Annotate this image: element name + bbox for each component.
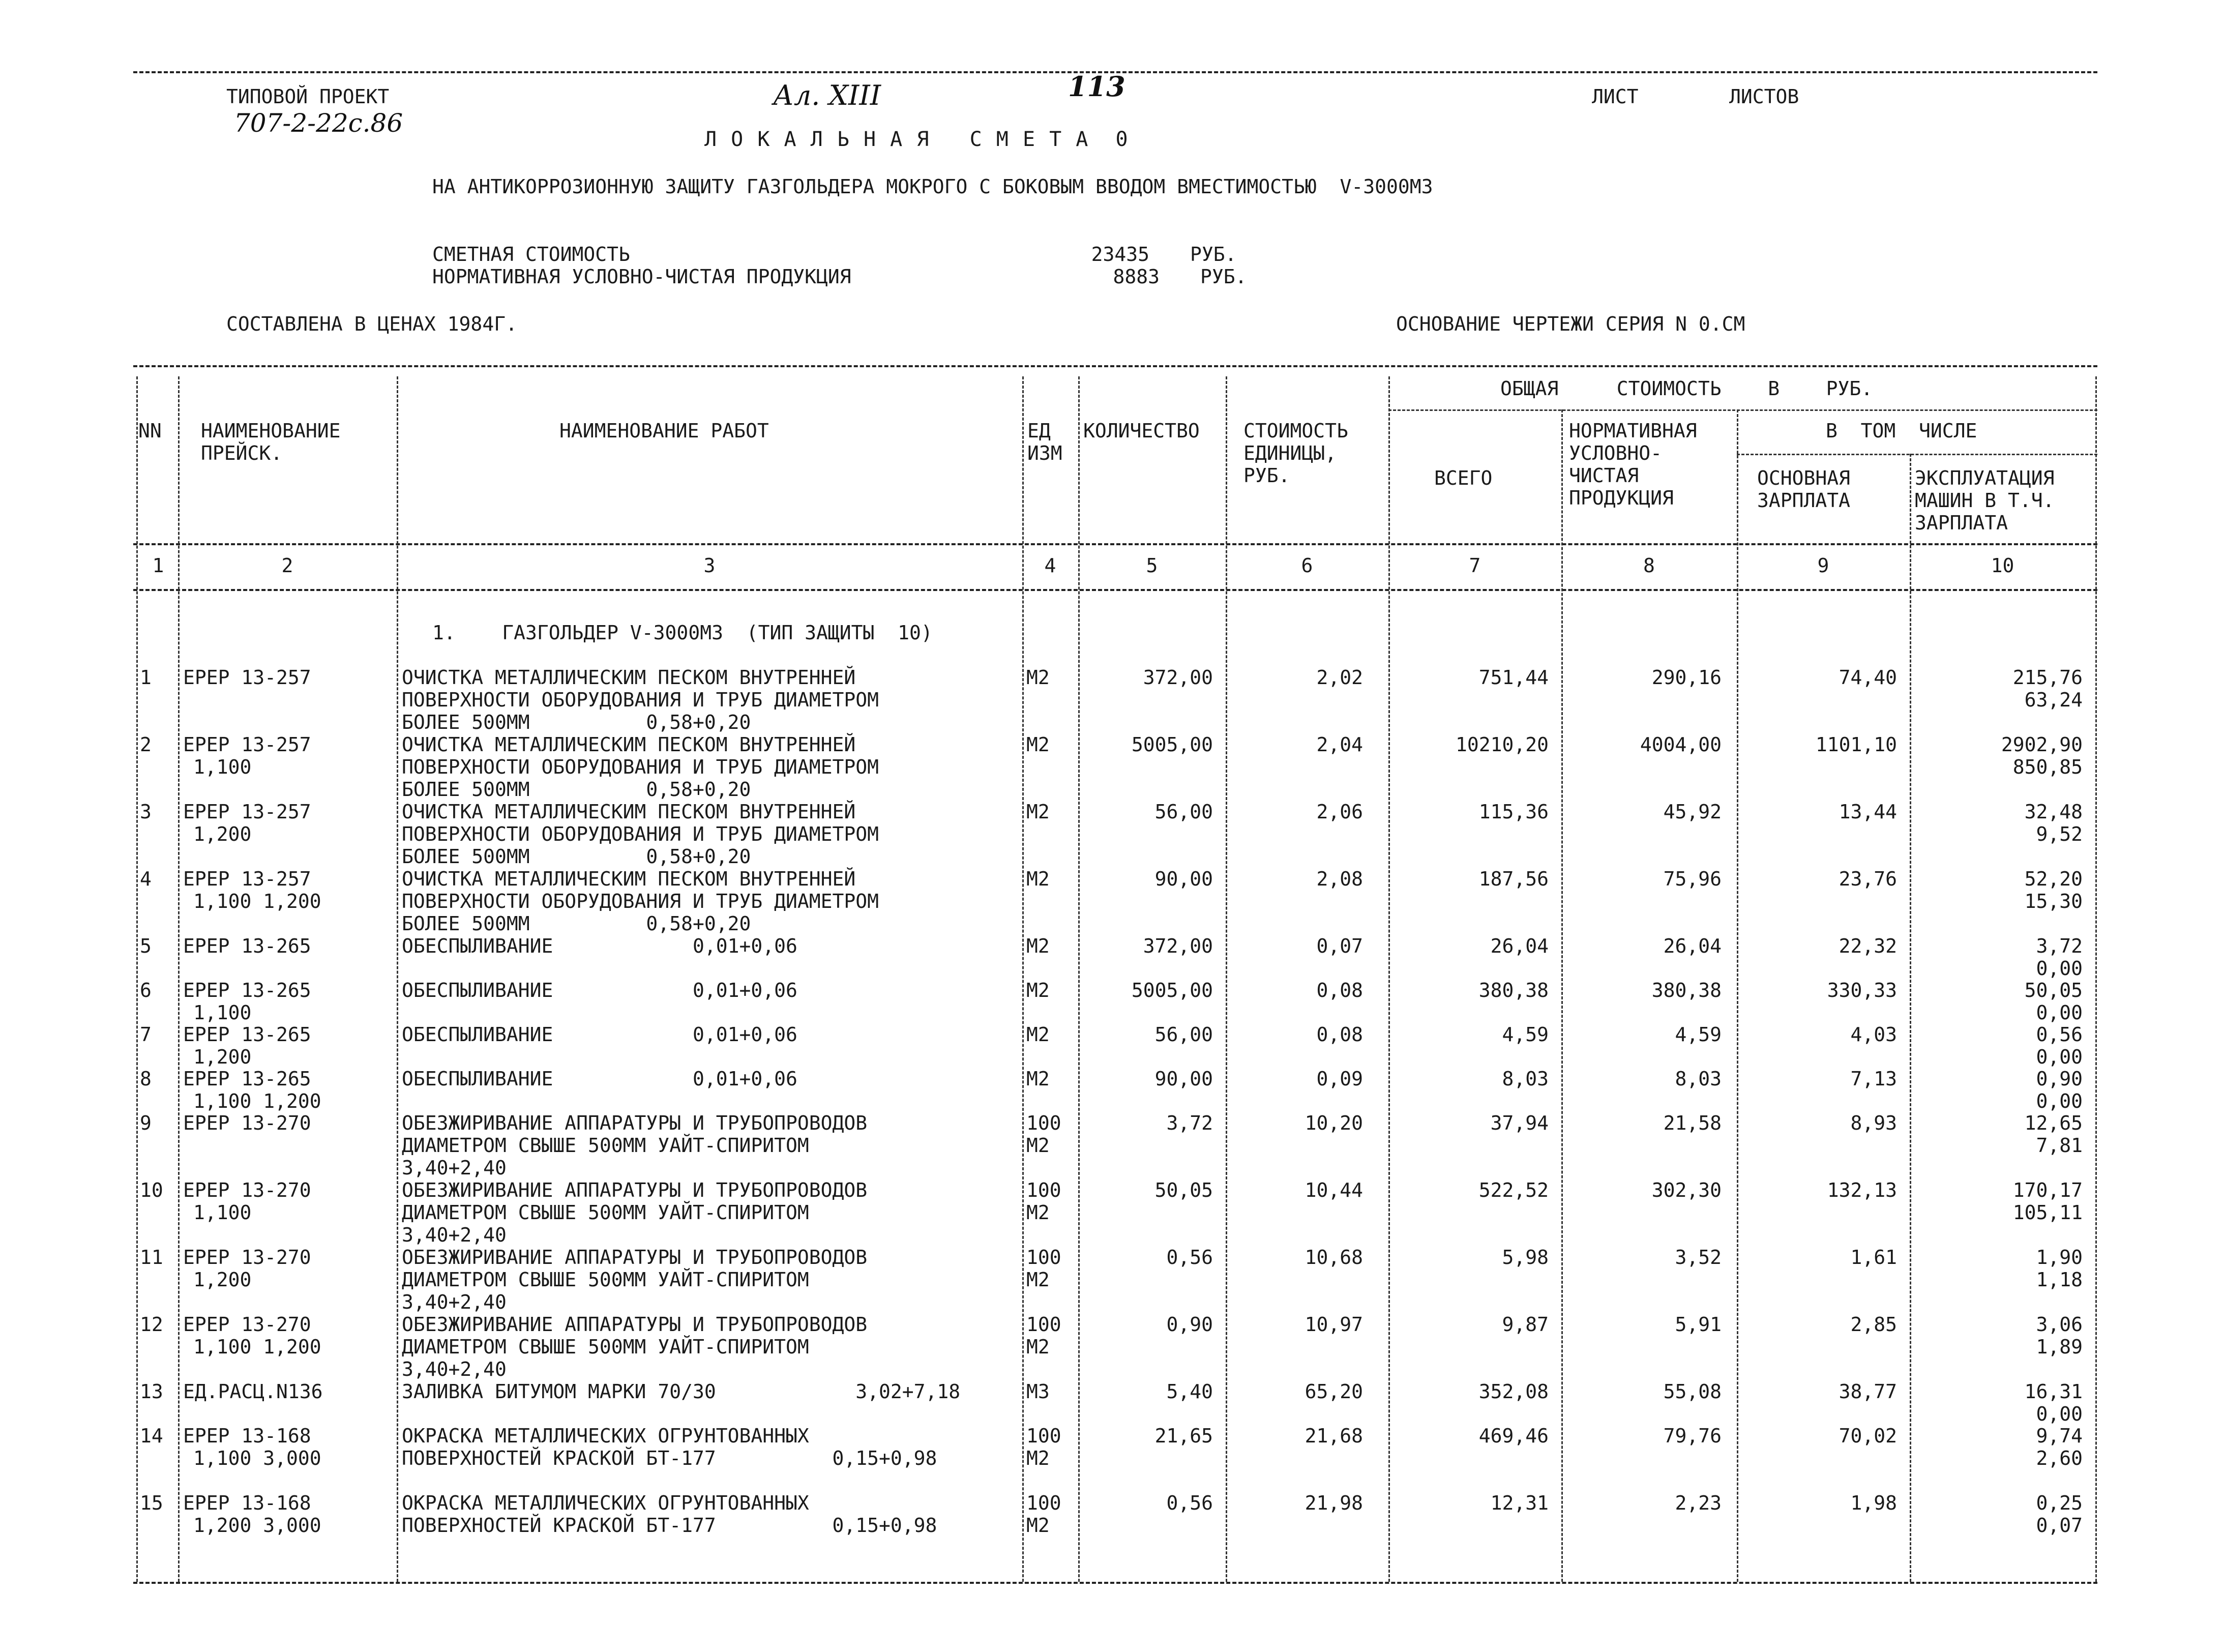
cell-work: ОБЕЗЖИРИВАНИЕ АППАРАТУРЫ И ТРУБОПРОВОДОВ ДИАМЕТРОМ СВЫШЕ 500ММ УАЙТ-СПИРИТОМ 3,40+2,40 (402, 1313, 868, 1380)
cell-price: ЕРЕР 13-257 (183, 733, 311, 756)
cell-qty: 3,72 (1166, 1112, 1213, 1134)
cell-cost: 0,07 (1316, 935, 1363, 957)
cell-cost: 0,08 (1316, 979, 1363, 1001)
cell-qty: 56,00 (1154, 1023, 1213, 1046)
cell-total: 12,31 (1490, 1492, 1549, 1514)
table-bottom-rule (133, 1582, 2097, 1584)
cell-salary: 8,93 (1850, 1112, 1897, 1134)
cell-unit: 100 М2 (1026, 1179, 1061, 1224)
cell-mach2: 9,52 (2036, 823, 2083, 845)
cell-work: ОБЕСПЫЛИВАНИЕ 0,01+0,06 (402, 1023, 797, 1046)
cell-norm: 8,03 (1675, 1068, 1722, 1090)
cell-price: ЕРЕР 13-270 (183, 1313, 311, 1336)
cell-norm: 4004,00 (1640, 733, 1722, 756)
cell-norm: 302,30 (1651, 1179, 1722, 1201)
cell-cost: 0,08 (1316, 1023, 1363, 1046)
cell-price: ЕРЕР 13-168 (183, 1492, 311, 1514)
album-mark: Ал. XIII (773, 79, 881, 111)
cell-mach: 170,17 (2012, 1179, 2083, 1201)
cell-price2: 1,200 (193, 1268, 252, 1291)
cell-mach: 16,31 (2024, 1380, 2083, 1403)
cell-cost: 10,68 (1305, 1246, 1363, 1268)
cell-mach2: 0,00 (2036, 957, 2083, 980)
cell-work: ОБЕЗЖИРИВАНИЕ АППАРАТУРЫ И ТРУБОПРОВОДОВ ДИАМЕТРОМ СВЫШЕ 500ММ УАЙТ-СПИРИТОМ 3,40+2,40 (402, 1179, 868, 1246)
cell-total: 187,56 (1478, 868, 1549, 890)
cell-mach: 0,25 (2036, 1492, 2083, 1514)
cell-price: ЕРЕР 13-265 (183, 1068, 311, 1090)
cell-norm: 290,16 (1651, 666, 1722, 689)
cell-n: 5 (140, 935, 152, 957)
cell-mach2: 0,00 (2036, 1001, 2083, 1024)
header-incl: В ТОМ ЧИСЛЕ (1826, 420, 1977, 442)
cell-qty: 50,05 (1154, 1179, 1213, 1201)
cell-n: 14 (140, 1425, 163, 1447)
table-row (0, 1425, 2223, 1492)
cell-norm: 75,96 (1663, 868, 1722, 890)
cell-mach: 9,74 (2036, 1425, 2083, 1447)
cell-salary: 74,40 (1839, 666, 1897, 689)
normative-product-label: НОРМАТИВНАЯ УСЛОВНО-ЧИСТАЯ ПРОДУКЦИЯ (432, 266, 851, 288)
cell-n: 12 (140, 1313, 163, 1336)
cell-work: ОБЕСПЫЛИВАНИЕ 0,01+0,06 (402, 1068, 797, 1090)
cell-cost: 2,06 (1316, 801, 1363, 823)
cell-norm: 4,59 (1675, 1023, 1722, 1046)
cell-total: 380,38 (1478, 979, 1549, 1001)
cell-price: ЕРЕР 13-265 (183, 935, 311, 957)
estimated-cost-value: 23435 (1091, 243, 1149, 266)
cell-n: 2 (140, 733, 152, 756)
cell-norm: 55,08 (1663, 1380, 1722, 1403)
cell-work: ЗАЛИВКА БИТУМОМ МАРКИ 70/30 3,02+7,18 (402, 1380, 961, 1403)
table-row (0, 1112, 2223, 1179)
cell-unit: М3 (1026, 1380, 1050, 1403)
cell-cost: 65,20 (1305, 1380, 1363, 1403)
cell-salary: 13,44 (1839, 801, 1897, 823)
cell-total: 352,08 (1478, 1380, 1549, 1403)
cell-unit: М2 (1026, 979, 1050, 1001)
cell-mach: 0,56 (2036, 1023, 2083, 1046)
cell-n: 11 (140, 1246, 163, 1268)
cell-n: 13 (140, 1380, 163, 1403)
cell-total: 8,03 (1502, 1068, 1549, 1090)
cell-work: ОБЕЗЖИРИВАНИЕ АППАРАТУРЫ И ТРУБОПРОВОДОВ ДИАМЕТРОМ СВЫШЕ 500ММ УАЙТ-СПИРИТОМ 3,40+2,40 (402, 1112, 868, 1179)
cell-unit: 100 М2 (1026, 1112, 1061, 1157)
basis-note: ОСНОВАНИЕ ЧЕРТЕЖИ СЕРИЯ N 0.СМ (1396, 313, 1745, 335)
cell-n: 4 (140, 868, 152, 890)
header-total-group: ОБЩАЯ СТОИМОСТЬ В РУБ. (1500, 377, 1873, 400)
colnum-4: 4 (1044, 554, 1056, 577)
colnum-9: 9 (1817, 554, 1829, 577)
cell-cost: 10,97 (1305, 1313, 1363, 1336)
cell-price2: 1,100 1,200 (193, 1336, 321, 1358)
header-work-name: НАИМЕНОВАНИЕ РАБОТ (559, 420, 769, 442)
cell-norm: 21,58 (1663, 1112, 1722, 1134)
cell-work: ОЧИСТКА МЕТАЛЛИЧЕСКИМ ПЕСКОМ ВНУТРЕННЕЙ ПОВЕРХНОСТИ ОБОРУДОВАНИЯ И ТРУБ ДИАМЕТРОМ БОЛЕЕ 500ММ 0,58+0,20 (402, 733, 879, 801)
cell-unit: М2 (1026, 733, 1050, 756)
cell-price: ЕРЕР 13-270 (183, 1179, 311, 1201)
cell-cost: 10,20 (1305, 1112, 1363, 1134)
table-row (0, 1179, 2223, 1246)
cell-qty: 372,00 (1143, 935, 1213, 957)
cell-total: 469,46 (1478, 1425, 1549, 1447)
cell-unit: М2 (1026, 935, 1050, 957)
cell-mach2: 0,00 (2036, 1090, 2083, 1112)
cell-mach: 52,20 (2024, 868, 2083, 890)
cell-qty: 372,00 (1143, 666, 1213, 689)
cell-unit: 100 М2 (1026, 1313, 1061, 1358)
cell-total: 26,04 (1490, 935, 1549, 957)
cell-mach2: 0,00 (2036, 1403, 2083, 1425)
cell-mach2: 15,30 (2024, 890, 2083, 912)
estimated-cost-unit: РУБ. (1190, 243, 1237, 266)
cell-norm: 2,23 (1675, 1492, 1722, 1514)
cell-work: ОКРАСКА МЕТАЛЛИЧЕСКИХ ОГРУНТОВАННЫХ ПОВЕРХНОСТЕЙ КРАСКОЙ БТ-177 0,15+0,98 (402, 1492, 937, 1537)
cell-salary: 23,76 (1839, 868, 1897, 890)
cell-price: ЕРЕР 13-168 (183, 1425, 311, 1447)
cell-work: ОБЕСПЫЛИВАНИЕ 0,01+0,06 (402, 935, 797, 957)
cell-mach2: 850,85 (2012, 756, 2083, 778)
cell-salary: 38,77 (1839, 1380, 1897, 1403)
cell-price: ЕРЕР 13-265 (183, 979, 311, 1001)
cell-mach2: 0,00 (2036, 1046, 2083, 1068)
cell-qty: 90,00 (1154, 1068, 1213, 1090)
cell-mach: 3,06 (2036, 1313, 2083, 1336)
header-machines: ЭКСПЛУАТАЦИЯ МАШИН В Т.Ч. ЗАРПЛАТА (1915, 467, 2055, 534)
cell-total: 9,87 (1502, 1313, 1549, 1336)
cell-mach: 32,48 (2024, 801, 2083, 823)
cell-qty: 5005,00 (1131, 979, 1213, 1001)
cell-n: 9 (140, 1112, 152, 1134)
normative-product-value: 8883 (1113, 266, 1160, 288)
cell-unit: М2 (1026, 801, 1050, 823)
cell-unit: 100 М2 (1026, 1492, 1061, 1537)
cell-n: 1 (140, 666, 152, 689)
cell-total: 5,98 (1502, 1246, 1549, 1268)
cell-qty: 0,90 (1166, 1313, 1213, 1336)
cell-price2: 1,200 3,000 (193, 1514, 321, 1537)
cell-price2: 1,200 (193, 1046, 252, 1068)
sheet-label: ЛИСТ (1592, 85, 1639, 108)
header-unit: ЕД ИЗМ (1027, 420, 1062, 464)
cell-salary: 1,98 (1850, 1492, 1897, 1514)
cell-price: ЕРЕР 13-257 (183, 666, 311, 689)
cell-salary: 132,13 (1827, 1179, 1897, 1201)
cell-cost: 0,09 (1316, 1068, 1363, 1090)
cell-mach: 50,05 (2024, 979, 2083, 1001)
cell-mach: 2902,90 (2001, 733, 2083, 756)
cell-norm: 79,76 (1663, 1425, 1722, 1447)
cell-total: 4,59 (1502, 1023, 1549, 1046)
cell-n: 10 (140, 1179, 163, 1201)
cell-salary: 1,61 (1850, 1246, 1897, 1268)
header-bottom-rule (133, 543, 2097, 545)
cell-price: ЕРЕР 13-257 (183, 801, 311, 823)
cell-cost: 10,44 (1305, 1179, 1363, 1201)
cell-cost: 21,98 (1305, 1492, 1363, 1514)
colnum-7: 7 (1469, 554, 1481, 577)
cell-salary: 1101,10 (1815, 733, 1897, 756)
cell-qty: 0,56 (1166, 1492, 1213, 1514)
header-base-salary: ОСНОВНАЯ ЗАРПЛАТА (1757, 467, 1851, 512)
table-row (0, 666, 2223, 733)
estimated-cost-label: СМЕТНАЯ СТОИМОСТЬ (432, 243, 630, 266)
cell-mach2: 105,11 (2012, 1201, 2083, 1224)
table-row (0, 733, 2223, 801)
table-row (0, 1492, 2223, 1559)
cell-price2: 1,100 3,000 (193, 1447, 321, 1469)
cell-work: ОЧИСТКА МЕТАЛЛИЧЕСКИМ ПЕСКОМ ВНУТРЕННЕЙ ПОВЕРХНОСТИ ОБОРУДОВАНИЯ И ТРУБ ДИАМЕТРОМ БОЛЕЕ 500ММ 0,58+0,20 (402, 801, 879, 868)
cell-price2: 1,100 1,200 (193, 890, 321, 912)
table-row (0, 868, 2223, 935)
cell-salary: 7,13 (1850, 1068, 1897, 1090)
table-row (0, 801, 2223, 868)
cell-mach: 0,90 (2036, 1068, 2083, 1090)
cell-price: ЕРЕР 13-265 (183, 1023, 311, 1046)
cell-qty: 56,00 (1154, 801, 1213, 823)
cell-salary: 70,02 (1839, 1425, 1897, 1447)
cell-cost: 21,68 (1305, 1425, 1363, 1447)
header-quantity: КОЛИЧЕСТВО (1083, 420, 1200, 442)
cell-total: 751,44 (1478, 666, 1549, 689)
incl-group-rule (1737, 454, 2097, 455)
cell-price: ЕРЕР 13-257 (183, 868, 311, 890)
header-price-name: НАИМЕНОВАНИЕ ПРЕЙСК. (201, 420, 341, 464)
cell-norm: 380,38 (1651, 979, 1722, 1001)
cell-mach: 215,76 (2012, 666, 2083, 689)
cell-price2: 1,100 (193, 756, 252, 778)
project-label: ТИПОВОЙ ПРОЕКТ (226, 85, 390, 108)
cell-n: 3 (140, 801, 152, 823)
cell-unit: М2 (1026, 868, 1050, 890)
colnum-8: 8 (1643, 554, 1655, 577)
cell-mach2: 2,60 (2036, 1447, 2083, 1469)
prices-note: СОСТАВЛЕНА В ЦЕНАХ 1984Г. (226, 313, 517, 335)
cell-unit: 100 М2 (1026, 1425, 1061, 1469)
cell-total: 115,36 (1478, 801, 1549, 823)
cell-work: ОБЕЗЖИРИВАНИЕ АППАРАТУРЫ И ТРУБОПРОВОДОВ ДИАМЕТРОМ СВЫШЕ 500ММ УАЙТ-СПИРИТОМ 3,40+2,40 (402, 1246, 868, 1313)
column-number-rule (133, 589, 2097, 591)
header-unit-cost: СТОИМОСТЬ ЕДИНИЦЫ, РУБ. (1243, 420, 1348, 487)
colnum-10: 10 (1991, 554, 2014, 577)
cell-salary: 4,03 (1850, 1023, 1897, 1046)
section-title: 1. ГАЗГОЛЬДЕР V-3000М3 (ТИП ЗАЩИТЫ 10) (432, 622, 933, 644)
cell-mach2: 7,81 (2036, 1134, 2083, 1157)
cell-unit: М2 (1026, 666, 1050, 689)
cell-total: 37,94 (1490, 1112, 1549, 1134)
cell-mach2: 63,24 (2024, 689, 2083, 711)
cell-norm: 26,04 (1663, 935, 1722, 957)
cell-cost: 2,08 (1316, 868, 1363, 890)
cell-work: ОКРАСКА МЕТАЛЛИЧЕСКИХ ОГРУНТОВАННЫХ ПОВЕРХНОСТЕЙ КРАСКОЙ БТ-177 0,15+0,98 (402, 1425, 937, 1469)
colnum-3: 3 (703, 554, 716, 577)
page-number: 113 (1068, 70, 1125, 103)
cell-n: 7 (140, 1023, 152, 1046)
cell-price: ЕРЕР 13-270 (183, 1112, 311, 1134)
cell-price2: 1,100 (193, 1001, 252, 1024)
table-row (0, 1313, 2223, 1380)
cell-mach2: 1,89 (2036, 1336, 2083, 1358)
cell-work: ОБЕСПЫЛИВАНИЕ 0,01+0,06 (402, 979, 797, 1001)
cell-work: ОЧИСТКА МЕТАЛЛИЧЕСКИМ ПЕСКОМ ВНУТРЕННЕЙ ПОВЕРХНОСТИ ОБОРУДОВАНИЯ И ТРУБ ДИАМЕТРОМ БОЛЕЕ 500ММ 0,58+0,20 (402, 666, 879, 733)
header-nn: NN (138, 420, 162, 442)
cell-price: ЕД.РАСЦ.N136 (183, 1380, 323, 1403)
cell-unit: М2 (1026, 1068, 1050, 1090)
colnum-2: 2 (281, 554, 293, 577)
cell-n: 15 (140, 1492, 163, 1514)
cell-price2: 1,100 (193, 1201, 252, 1224)
header-total: ВСЕГО (1434, 467, 1493, 489)
cell-mach: 12,65 (2024, 1112, 2083, 1134)
cell-salary: 330,33 (1827, 979, 1897, 1001)
header-norm-product: НОРМАТИВНАЯ УСЛОВНО- ЧИСТАЯ ПРОДУКЦИЯ (1569, 420, 1697, 509)
document-subtitle: НА АНТИКОРРОЗИОННУЮ ЗАЩИТУ ГАЗГОЛЬДЕРА МОКРОГО С БОКОВЫМ ВВОДОМ ВМЕСТИМОСТЬЮ V-3000М3 (432, 175, 1433, 198)
cell-cost: 2,02 (1316, 666, 1363, 689)
cell-price2: 1,100 1,200 (193, 1090, 321, 1112)
sheets-label: ЛИСТОВ (1729, 85, 1799, 108)
cell-norm: 5,91 (1675, 1313, 1722, 1336)
cell-mach2: 1,18 (2036, 1268, 2083, 1291)
cell-cost: 2,04 (1316, 733, 1363, 756)
cell-qty: 0,56 (1166, 1246, 1213, 1268)
cell-salary: 22,32 (1839, 935, 1897, 957)
cell-n: 8 (140, 1068, 152, 1090)
project-number: 707-2-22с.86 (234, 108, 403, 138)
cell-norm: 3,52 (1675, 1246, 1722, 1268)
cell-mach: 1,90 (2036, 1246, 2083, 1268)
cell-unit: М2 (1026, 1023, 1050, 1046)
colnum-6: 6 (1301, 554, 1313, 577)
cell-mach: 3,72 (2036, 935, 2083, 957)
colnum-1: 1 (152, 554, 164, 577)
cell-qty: 5005,00 (1131, 733, 1213, 756)
cell-price: ЕРЕР 13-270 (183, 1246, 311, 1268)
cell-n: 6 (140, 979, 152, 1001)
cell-mach2: 0,07 (2036, 1514, 2083, 1537)
cell-salary: 2,85 (1850, 1313, 1897, 1336)
cell-unit: 100 М2 (1026, 1246, 1061, 1291)
cell-total: 522,52 (1478, 1179, 1549, 1201)
cell-price2: 1,200 (193, 823, 252, 845)
cell-qty: 5,40 (1166, 1380, 1213, 1403)
cell-total: 10210,20 (1455, 733, 1549, 756)
cell-qty: 21,65 (1154, 1425, 1213, 1447)
table-row (0, 1246, 2223, 1313)
normative-product-unit: РУБ. (1200, 266, 1247, 288)
colnum-5: 5 (1146, 554, 1158, 577)
cell-norm: 45,92 (1663, 801, 1722, 823)
document-title: Л О К А Л Ь Н А Я С М Е Т А 0 (704, 128, 1129, 151)
table-top-rule (133, 365, 2097, 367)
total-group-rule (1388, 409, 2097, 411)
cell-qty: 90,00 (1154, 868, 1213, 890)
cell-work: ОЧИСТКА МЕТАЛЛИЧЕСКИМ ПЕСКОМ ВНУТРЕННЕЙ ПОВЕРХНОСТИ ОБОРУДОВАНИЯ И ТРУБ ДИАМЕТРОМ БОЛЕЕ 500ММ 0,58+0,20 (402, 868, 879, 935)
